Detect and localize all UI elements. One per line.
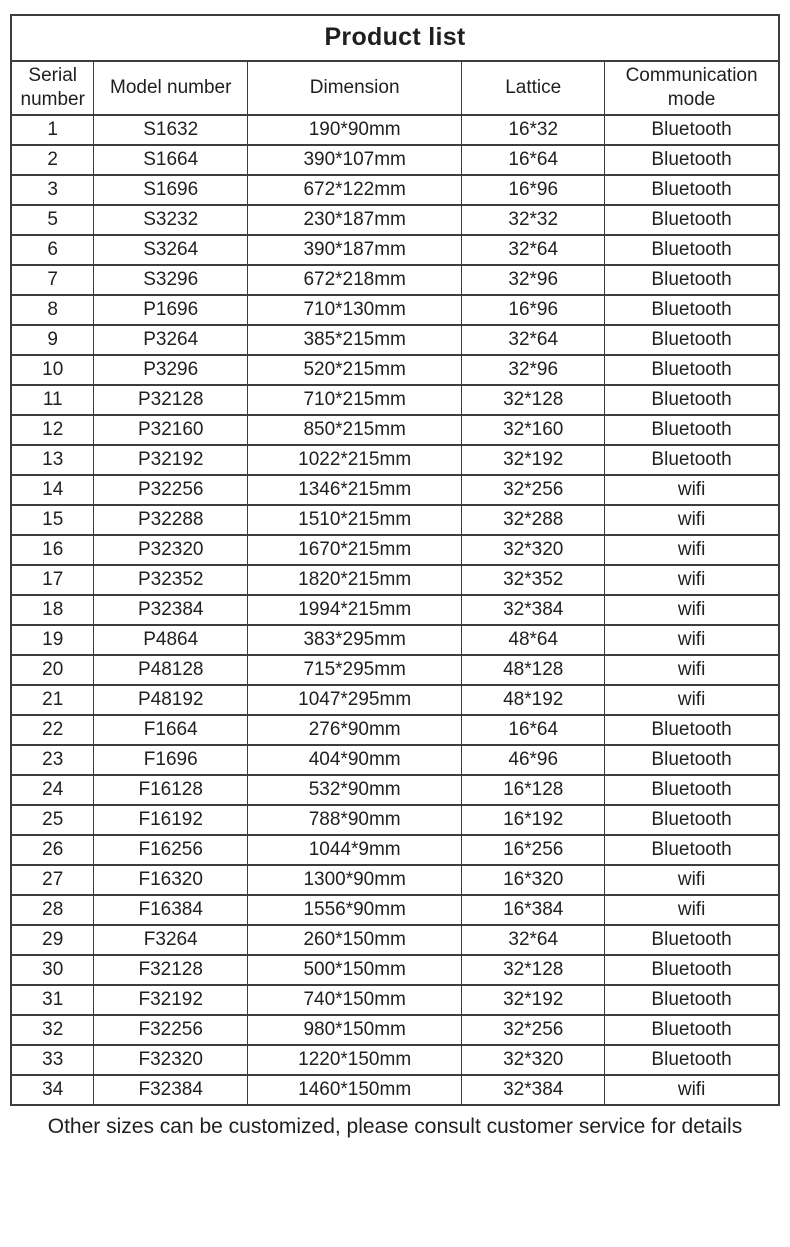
column-header-serial-number: Serial number bbox=[11, 61, 94, 115]
model-cell: P1696 bbox=[94, 295, 248, 325]
lattice-cell: 32*192 bbox=[462, 445, 605, 475]
dimension-cell: 1820*215mm bbox=[248, 565, 462, 595]
model-cell: P32384 bbox=[94, 595, 248, 625]
table-row bbox=[11, 535, 779, 565]
table-row bbox=[11, 475, 779, 505]
communication-cell: Bluetooth bbox=[605, 295, 779, 325]
dimension-cell: 1044*9mm bbox=[248, 835, 462, 865]
communication-cell: wifi bbox=[605, 655, 779, 685]
lattice-cell: 32*192 bbox=[462, 985, 605, 1015]
lattice-cell: 16*320 bbox=[462, 865, 605, 895]
communication-cell: Bluetooth bbox=[605, 955, 779, 985]
lattice-cell: 32*256 bbox=[462, 1015, 605, 1045]
serial-cell: 10 bbox=[11, 355, 94, 385]
lattice-cell: 32*128 bbox=[462, 955, 605, 985]
communication-cell: wifi bbox=[605, 505, 779, 535]
dimension-cell: 1670*215mm bbox=[248, 535, 462, 565]
dimension-cell: 390*187mm bbox=[248, 235, 462, 265]
product-table bbox=[10, 14, 780, 1106]
dimension-cell: 260*150mm bbox=[248, 925, 462, 955]
serial-cell: 22 bbox=[11, 715, 94, 745]
model-cell: F32384 bbox=[94, 1075, 248, 1105]
serial-cell: 16 bbox=[11, 535, 94, 565]
serial-cell: 34 bbox=[11, 1075, 94, 1105]
column-header-lattice: Lattice bbox=[462, 61, 605, 115]
serial-cell: 9 bbox=[11, 325, 94, 355]
table-row bbox=[11, 925, 779, 955]
lattice-cell: 32*64 bbox=[462, 325, 605, 355]
serial-cell: 13 bbox=[11, 445, 94, 475]
dimension-cell: 500*150mm bbox=[248, 955, 462, 985]
model-cell: F3264 bbox=[94, 925, 248, 955]
communication-cell: Bluetooth bbox=[605, 985, 779, 1015]
communication-cell: wifi bbox=[605, 685, 779, 715]
lattice-cell: 16*96 bbox=[462, 175, 605, 205]
page bbox=[0, 14, 790, 1247]
lattice-cell: 32*64 bbox=[462, 925, 605, 955]
dimension-cell: 740*150mm bbox=[248, 985, 462, 1015]
model-cell: P32352 bbox=[94, 565, 248, 595]
model-cell: P32128 bbox=[94, 385, 248, 415]
dimension-cell: 672*122mm bbox=[248, 175, 462, 205]
serial-cell: 32 bbox=[11, 1015, 94, 1045]
serial-cell: 18 bbox=[11, 595, 94, 625]
table-row bbox=[11, 625, 779, 655]
communication-cell: wifi bbox=[605, 535, 779, 565]
lattice-cell: 46*96 bbox=[462, 745, 605, 775]
dimension-cell: 980*150mm bbox=[248, 1015, 462, 1045]
table-row bbox=[11, 685, 779, 715]
lattice-cell: 32*384 bbox=[462, 1075, 605, 1105]
dimension-cell: 1300*90mm bbox=[248, 865, 462, 895]
table-row bbox=[11, 655, 779, 685]
serial-cell: 2 bbox=[11, 145, 94, 175]
table-row bbox=[11, 385, 779, 415]
communication-cell: wifi bbox=[605, 1075, 779, 1105]
dimension-cell: 520*215mm bbox=[248, 355, 462, 385]
table-row bbox=[11, 745, 779, 775]
lattice-cell: 32*256 bbox=[462, 475, 605, 505]
serial-cell: 5 bbox=[11, 205, 94, 235]
communication-cell: Bluetooth bbox=[605, 745, 779, 775]
column-header-model-number: Model number bbox=[94, 61, 248, 115]
lattice-cell: 16*384 bbox=[462, 895, 605, 925]
lattice-cell: 16*128 bbox=[462, 775, 605, 805]
communication-cell: Bluetooth bbox=[605, 835, 779, 865]
communication-cell: Bluetooth bbox=[605, 445, 779, 475]
communication-cell: Bluetooth bbox=[605, 325, 779, 355]
communication-cell: Bluetooth bbox=[605, 205, 779, 235]
lattice-cell: 16*96 bbox=[462, 295, 605, 325]
table-row bbox=[11, 955, 779, 985]
model-cell: F32192 bbox=[94, 985, 248, 1015]
lattice-cell: 32*320 bbox=[462, 1045, 605, 1075]
lattice-cell: 48*192 bbox=[462, 685, 605, 715]
table-row bbox=[11, 415, 779, 445]
table-row bbox=[11, 865, 779, 895]
dimension-cell: 390*107mm bbox=[248, 145, 462, 175]
serial-cell: 29 bbox=[11, 925, 94, 955]
table-row bbox=[11, 715, 779, 745]
dimension-cell: 1556*90mm bbox=[248, 895, 462, 925]
table-row bbox=[11, 505, 779, 535]
lattice-cell: 32*32 bbox=[462, 205, 605, 235]
table-row bbox=[11, 205, 779, 235]
model-cell: P32256 bbox=[94, 475, 248, 505]
communication-cell: Bluetooth bbox=[605, 715, 779, 745]
communication-cell: Bluetooth bbox=[605, 1015, 779, 1045]
serial-cell: 25 bbox=[11, 805, 94, 835]
serial-cell: 30 bbox=[11, 955, 94, 985]
dimension-cell: 190*90mm bbox=[248, 115, 462, 145]
header-row bbox=[11, 61, 779, 115]
dimension-cell: 1460*150mm bbox=[248, 1075, 462, 1105]
model-cell: F16192 bbox=[94, 805, 248, 835]
lattice-cell: 16*256 bbox=[462, 835, 605, 865]
dimension-cell: 276*90mm bbox=[248, 715, 462, 745]
model-cell: S3232 bbox=[94, 205, 248, 235]
table-row bbox=[11, 595, 779, 625]
model-cell: P3296 bbox=[94, 355, 248, 385]
dimension-cell: 1047*295mm bbox=[248, 685, 462, 715]
dimension-cell: 715*295mm bbox=[248, 655, 462, 685]
model-cell: F1664 bbox=[94, 715, 248, 745]
footer-note: Other sizes can be customized, please consult customer service for details bbox=[47, 1115, 743, 1138]
serial-cell: 26 bbox=[11, 835, 94, 865]
dimension-cell: 788*90mm bbox=[248, 805, 462, 835]
serial-cell: 27 bbox=[11, 865, 94, 895]
model-cell: P4864 bbox=[94, 625, 248, 655]
dimension-cell: 404*90mm bbox=[248, 745, 462, 775]
table-row bbox=[11, 895, 779, 925]
serial-cell: 11 bbox=[11, 385, 94, 415]
communication-cell: Bluetooth bbox=[605, 775, 779, 805]
dimension-cell: 1994*215mm bbox=[248, 595, 462, 625]
table-row bbox=[11, 295, 779, 325]
model-cell: P48192 bbox=[94, 685, 248, 715]
table-row bbox=[11, 175, 779, 205]
model-cell: F16256 bbox=[94, 835, 248, 865]
communication-cell: Bluetooth bbox=[605, 235, 779, 265]
dimension-cell: 385*215mm bbox=[248, 325, 462, 355]
communication-cell: wifi bbox=[605, 895, 779, 925]
table-row bbox=[11, 835, 779, 865]
lattice-cell: 32*352 bbox=[462, 565, 605, 595]
serial-cell: 23 bbox=[11, 745, 94, 775]
lattice-cell: 32*64 bbox=[462, 235, 605, 265]
lattice-cell: 32*96 bbox=[462, 355, 605, 385]
model-cell: P32192 bbox=[94, 445, 248, 475]
lattice-cell: 16*32 bbox=[462, 115, 605, 145]
table-row bbox=[11, 1015, 779, 1045]
title-row bbox=[11, 15, 779, 61]
lattice-cell: 16*64 bbox=[462, 715, 605, 745]
model-cell: P32160 bbox=[94, 415, 248, 445]
communication-cell: Bluetooth bbox=[605, 145, 779, 175]
serial-cell: 6 bbox=[11, 235, 94, 265]
dimension-cell: 1346*215mm bbox=[248, 475, 462, 505]
model-cell: S3264 bbox=[94, 235, 248, 265]
communication-cell: wifi bbox=[605, 595, 779, 625]
table-row bbox=[11, 325, 779, 355]
lattice-cell: 32*128 bbox=[462, 385, 605, 415]
lattice-cell: 32*288 bbox=[462, 505, 605, 535]
table-row bbox=[11, 115, 779, 145]
lattice-cell: 32*160 bbox=[462, 415, 605, 445]
table-row bbox=[11, 145, 779, 175]
dimension-cell: 850*215mm bbox=[248, 415, 462, 445]
dimension-cell: 532*90mm bbox=[248, 775, 462, 805]
table-row bbox=[11, 265, 779, 295]
model-cell: S1632 bbox=[94, 115, 248, 145]
table-body bbox=[11, 115, 779, 1105]
dimension-cell: 230*187mm bbox=[248, 205, 462, 235]
table-row bbox=[11, 1045, 779, 1075]
communication-cell: Bluetooth bbox=[605, 805, 779, 835]
communication-cell: Bluetooth bbox=[605, 355, 779, 385]
model-cell: P32288 bbox=[94, 505, 248, 535]
model-cell: P3264 bbox=[94, 325, 248, 355]
serial-cell: 3 bbox=[11, 175, 94, 205]
model-cell: F1696 bbox=[94, 745, 248, 775]
table-row bbox=[11, 1075, 779, 1105]
table-row bbox=[11, 445, 779, 475]
serial-cell: 21 bbox=[11, 685, 94, 715]
serial-cell: 28 bbox=[11, 895, 94, 925]
serial-cell: 14 bbox=[11, 475, 94, 505]
table-row bbox=[11, 355, 779, 385]
serial-cell: 8 bbox=[11, 295, 94, 325]
lattice-cell: 16*192 bbox=[462, 805, 605, 835]
communication-cell: Bluetooth bbox=[605, 265, 779, 295]
communication-cell: wifi bbox=[605, 865, 779, 895]
serial-cell: 12 bbox=[11, 415, 94, 445]
serial-cell: 20 bbox=[11, 655, 94, 685]
dimension-cell: 1510*215mm bbox=[248, 505, 462, 535]
serial-cell: 24 bbox=[11, 775, 94, 805]
model-cell: S3296 bbox=[94, 265, 248, 295]
table-row bbox=[11, 985, 779, 1015]
communication-cell: Bluetooth bbox=[605, 385, 779, 415]
communication-cell: Bluetooth bbox=[605, 925, 779, 955]
communication-cell: wifi bbox=[605, 565, 779, 595]
model-cell: S1696 bbox=[94, 175, 248, 205]
column-header-dimension: Dimension bbox=[248, 61, 462, 115]
lattice-cell: 32*96 bbox=[462, 265, 605, 295]
model-cell: F16128 bbox=[94, 775, 248, 805]
dimension-cell: 383*295mm bbox=[248, 625, 462, 655]
dimension-cell: 710*215mm bbox=[248, 385, 462, 415]
serial-cell: 7 bbox=[11, 265, 94, 295]
table-row bbox=[11, 565, 779, 595]
table-row bbox=[11, 235, 779, 265]
communication-cell: Bluetooth bbox=[605, 415, 779, 445]
table-row bbox=[11, 805, 779, 835]
communication-cell: wifi bbox=[605, 475, 779, 505]
lattice-cell: 48*128 bbox=[462, 655, 605, 685]
table-row bbox=[11, 775, 779, 805]
model-cell: P32320 bbox=[94, 535, 248, 565]
lattice-cell: 32*384 bbox=[462, 595, 605, 625]
serial-cell: 17 bbox=[11, 565, 94, 595]
dimension-cell: 1022*215mm bbox=[248, 445, 462, 475]
model-cell: P48128 bbox=[94, 655, 248, 685]
serial-cell: 33 bbox=[11, 1045, 94, 1075]
communication-cell: wifi bbox=[605, 625, 779, 655]
serial-cell: 19 bbox=[11, 625, 94, 655]
model-cell: F32128 bbox=[94, 955, 248, 985]
communication-cell: Bluetooth bbox=[605, 115, 779, 145]
dimension-cell: 710*130mm bbox=[248, 295, 462, 325]
model-cell: F32256 bbox=[94, 1015, 248, 1045]
communication-cell: Bluetooth bbox=[605, 175, 779, 205]
model-cell: S1664 bbox=[94, 145, 248, 175]
serial-cell: 31 bbox=[11, 985, 94, 1015]
lattice-cell: 32*320 bbox=[462, 535, 605, 565]
lattice-cell: 16*64 bbox=[462, 145, 605, 175]
table-title: Product list bbox=[11, 15, 779, 61]
column-header-communication-mode: Communication mode bbox=[605, 61, 779, 115]
dimension-cell: 672*218mm bbox=[248, 265, 462, 295]
dimension-cell: 1220*150mm bbox=[248, 1045, 462, 1075]
lattice-cell: 48*64 bbox=[462, 625, 605, 655]
model-cell: F16320 bbox=[94, 865, 248, 895]
serial-cell: 15 bbox=[11, 505, 94, 535]
communication-cell: Bluetooth bbox=[605, 1045, 779, 1075]
serial-cell: 1 bbox=[11, 115, 94, 145]
model-cell: F32320 bbox=[94, 1045, 248, 1075]
model-cell: F16384 bbox=[94, 895, 248, 925]
